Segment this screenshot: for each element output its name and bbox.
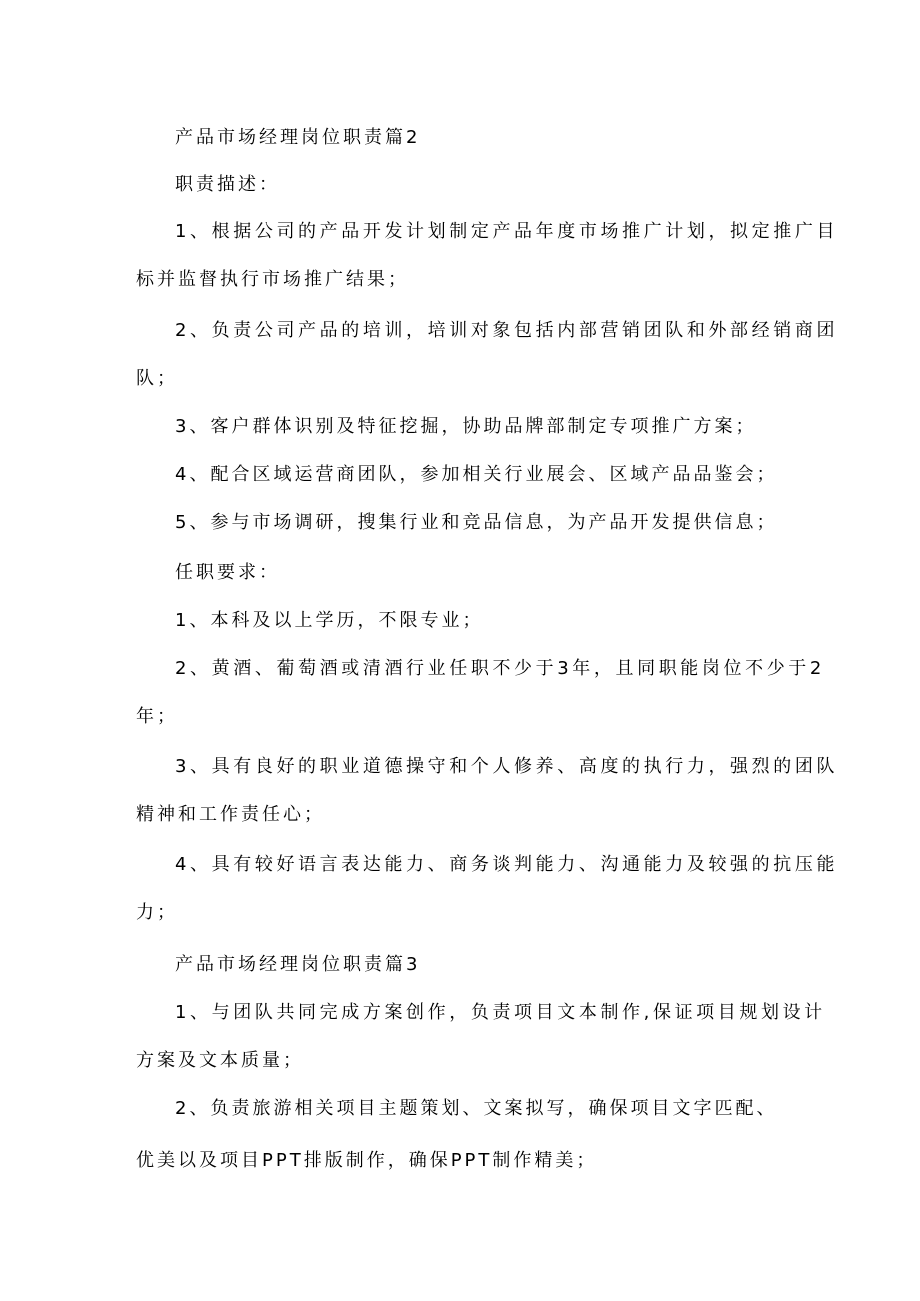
section-heading-2: 产品市场经理岗位职责篇2 [175,127,421,148]
duty-item-2-line2: 队； [136,368,178,389]
duty-item-3: 3、客户群体识别及特征挖掘，协助品牌部制定专项推广方案； [175,416,757,437]
requirement-item-2-line2: 年； [136,706,178,727]
requirement-item-1: 1、本科及以上学历，不限专业； [175,610,484,631]
requirement-item-3-line2: 精神和工作责任心； [136,804,325,825]
duty-item-1-line2: 标并监督执行市场推广结果； [136,269,409,290]
duty-item-4: 4、配合区域运营商团队，参加相关行业展会、区域产品品鉴会； [175,464,778,485]
item-3-2-line1: 2、负责旅游相关项目主题策划、文案拟写，确保项目文字匹配、 [175,1098,778,1119]
duties-label: 职责描述： [175,174,280,195]
requirement-item-2-line1: 2、黄酒、葡萄酒或清酒行业任职不少于3年，且同职能岗位不少于2 [175,658,825,679]
item-3-1-line2: 方案及文本质量； [136,1050,304,1071]
requirement-item-4-line2: 力； [136,902,178,923]
item-3-2-line2: 优美以及项目PPT排版制作，确保PPT制作精美； [136,1150,598,1171]
duty-item-2-line1: 2、负责公司产品的培训，培训对象包括内部营销团队和外部经销商团 [175,320,839,341]
duty-item-1-line1: 1、根据公司的产品开发计划制定产品年度市场推广计划，拟定推广目 [175,221,839,242]
requirements-label: 任职要求： [175,562,280,583]
section-heading-3: 产品市场经理岗位职责篇3 [175,954,421,975]
item-3-1-line1: 1、与团队共同完成方案创作，负责项目文本制作,保证项目规划设计 [175,1002,826,1023]
requirement-item-4-line1: 4、具有较好语言表达能力、商务谈判能力、沟通能力及较强的抗压能 [175,854,839,875]
requirement-item-3-line1: 3、具有良好的职业道德操守和个人修养、高度的执行力，强烈的团队 [175,756,839,777]
duty-item-5: 5、参与市场调研，搜集行业和竞品信息，为产品开发提供信息； [175,512,778,533]
